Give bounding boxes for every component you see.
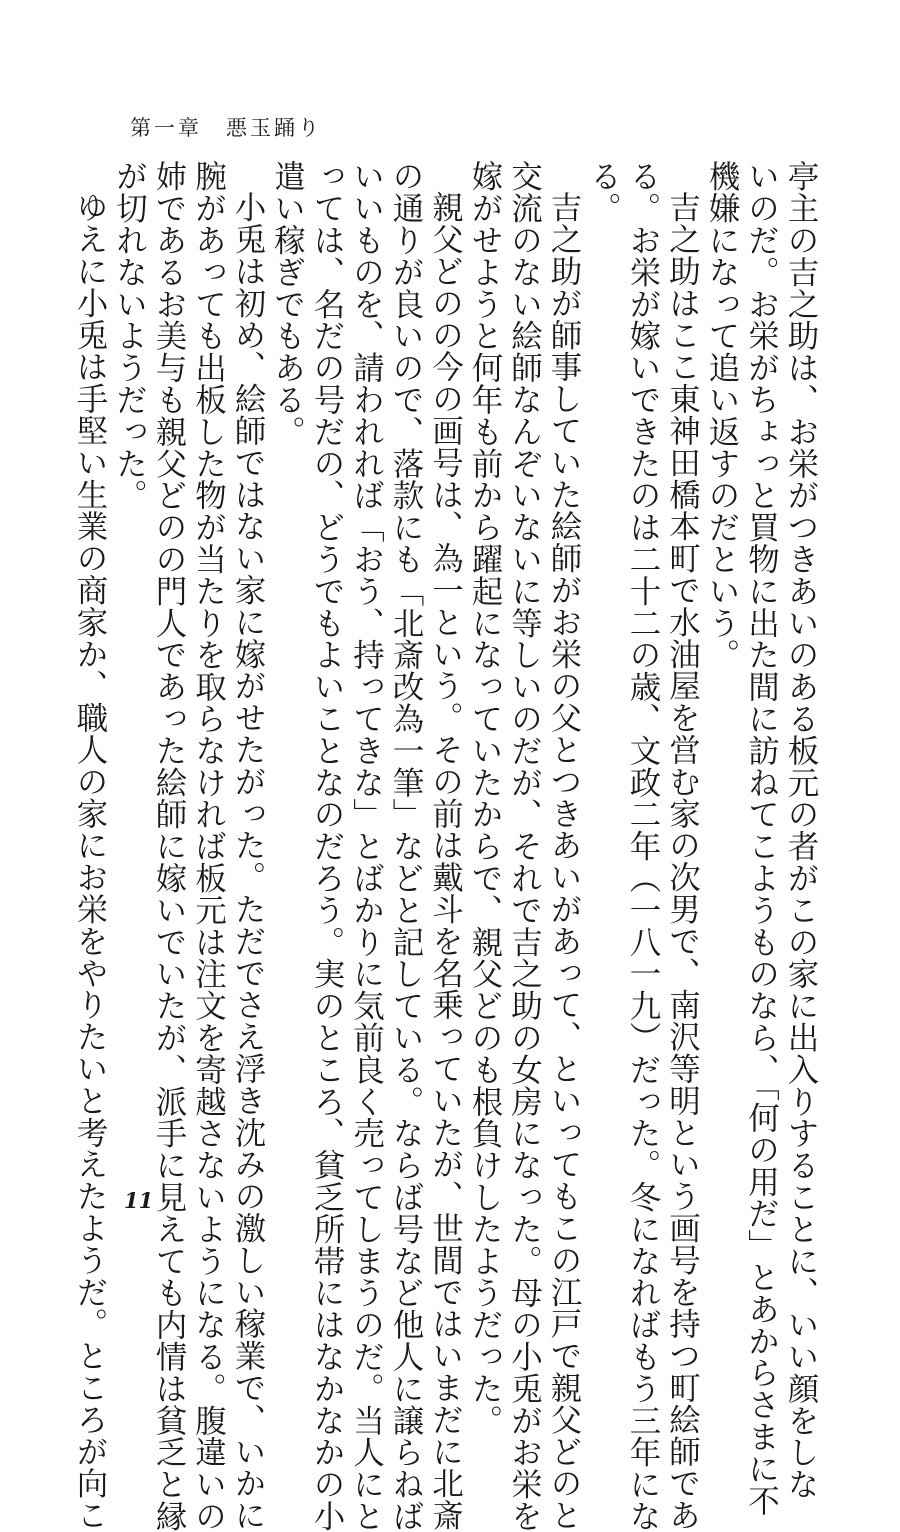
text-line-6: る。 (585, 160, 622, 224)
text-line-1: 亭主の吉之助は、お栄がつきあいのある板元の者がこの家に出入りすることに、いい顔をしな (783, 160, 819, 1500)
text-line-16: 腕があっても出板した物が当たりを取らなければ板元は注文を寄越さないようになる。腹違いの (190, 160, 227, 1532)
text-line-14: 遣い稼ぎでもある。 (269, 160, 306, 448)
text-line-4: 吉之助はここ東神田橋本町で水油屋を営む家の次男で、南沢等明という画号を持つ町絵師であ (664, 191, 701, 1531)
text-line-12: いいものを、請われれば「おう、持ってきな」とばかりに気前良く売ってしまうのだ。当人にと (348, 160, 385, 1532)
text-line-5: る。お栄が嫁いできたのは二十二の歳、文政二年（一八一九）だった。冬になればもう三年にな (625, 160, 661, 1532)
text-line-17: 姉であるお美与も親父どのの門人であった絵師に嫁いでいたが、派手に見えても内情は貧乏と縁 (151, 160, 187, 1532)
text-line-10: 親父どのの今の画号は、為一という。その前は戴斗を名乗っていたが、世間ではいまだに北斎 (427, 191, 464, 1531)
text-line-13: っては、名だの号だの、どうでもよいことなのだろう。実のところ、貧乏所帯にはなかなかの小 (309, 160, 345, 1532)
text-line-11: の通りが良いので、落款にも「北斎改為一筆」などと記している。ならば号など他人に譲らねば (388, 160, 424, 1532)
page-number: 11 (124, 1188, 154, 1213)
text-line-9: 嫁がせようと何年も前から躍起になっていたからで、親父どのも根負けしたようだった。 (467, 160, 503, 1436)
text-line-15: 小兎は初め、絵師ではない家に嫁がせたがった。ただでさえ浮き沈みの激しい稼業で、いかに (230, 191, 266, 1531)
text-line-3: 機嫌になって追い返すのだという。 (704, 160, 740, 671)
text-line-18: が切れないようだった。 (111, 160, 148, 511)
running-head: 第一章 悪玉踊り (130, 116, 322, 140)
text-line-2: いのだ。お栄がちょっと買物に出た間に訪ねてこようものなら、「何の用だ」とあからさまに不 (743, 160, 780, 1516)
text-line-7: 吉之助が師事していた絵師がお栄の父とつきあいがあって、といってもこの江戸で親父どのと (546, 191, 582, 1531)
text-line-8: 交流のない絵師なんぞいないに等しいのだが、それで吉之助の女房になった。母の小兎がお栄を (506, 160, 543, 1532)
text-line-19: ゆえに小兎は手堅い生業の商家か、職人の家にお栄をやりたいと考えたようだ。ところが向こ (72, 191, 108, 1531)
